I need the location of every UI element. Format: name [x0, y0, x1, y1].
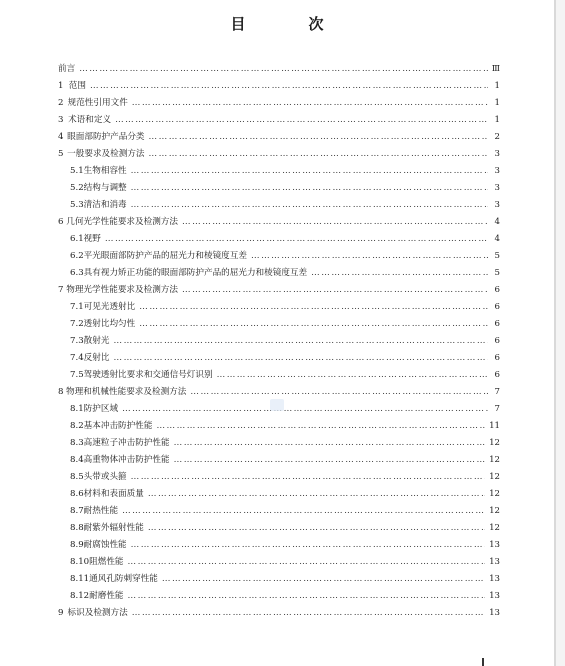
toc-leader-dots	[113, 350, 488, 367]
toc-entry-page: 5	[494, 268, 500, 278]
toc-entry-label: 规范性引用文件	[67, 98, 128, 108]
toc-entry-number: 1	[58, 81, 64, 91]
toc-leader-dots	[105, 231, 488, 248]
toc-entry-page: 13	[489, 540, 500, 550]
toc-entry-number: 8.12	[70, 591, 90, 601]
toc-entry[interactable]	[58, 299, 500, 316]
toc-entry-page: 3	[494, 183, 500, 193]
toc-entry[interactable]	[58, 469, 500, 486]
toc-leader-dots	[148, 486, 485, 503]
toc-leader-dots	[132, 605, 485, 622]
toc-entry-label: 高速粒子冲击防护性能	[83, 438, 170, 448]
toc-entry-label: 阻燃性能	[89, 557, 124, 567]
toc-entry-label: 眼面部防护产品分类	[67, 132, 145, 142]
watermark-mark	[270, 399, 284, 411]
toc-entry-page: 6	[494, 302, 500, 312]
toc-entry-page: 6	[494, 336, 500, 346]
toc-entry-page: 1	[494, 81, 500, 91]
toc-entry-number: 7.4	[70, 353, 84, 363]
toc-leader-dots	[128, 554, 486, 571]
toc-leader-dots	[122, 503, 485, 520]
toc-entry-page: 1	[494, 98, 500, 108]
toc-entry-label: 驾驶透射比要求和交通信号灯识别	[83, 370, 213, 380]
table-of-contents	[58, 61, 500, 622]
toc-leader-dots	[182, 282, 488, 299]
toc-entry-page: 6	[494, 370, 500, 380]
toc-entry-label: 平光眼面部防护产品的屈光力和棱镜度互差	[83, 251, 247, 261]
toc-entry-number: 6.1	[70, 234, 84, 244]
toc-leader-dots	[139, 316, 488, 333]
toc-entry[interactable]	[58, 503, 500, 520]
toc-entry-number: 8.6	[70, 489, 84, 499]
toc-leader-dots	[149, 146, 488, 163]
toc-entry[interactable]	[58, 146, 500, 163]
toc-entry[interactable]	[58, 554, 500, 571]
toc-leader-dots	[311, 265, 488, 282]
toc-entry[interactable]	[58, 214, 500, 231]
toc-entry-label: 耐紫外辐射性能	[83, 523, 144, 533]
toc-entry-number: 8.1	[70, 404, 84, 414]
toc-entry-number: 5.3	[70, 200, 84, 210]
toc-leader-dots	[115, 112, 488, 129]
toc-entry-label: 耐热性能	[83, 506, 119, 516]
toc-entry-page: 5	[494, 251, 500, 261]
toc-entry-label: 头带或头箍	[83, 472, 127, 482]
toc-entry-label: 清洁和消毒	[83, 200, 127, 210]
toc-entry[interactable]	[58, 95, 500, 112]
toc-entry-label: 术语和定义	[68, 115, 112, 125]
toc-entry-label: 基本冲击防护性能	[83, 421, 153, 431]
toc-entry-page: 12	[489, 523, 500, 533]
toc-entry-page: 12	[489, 489, 500, 499]
toc-entry-label: 前言	[58, 64, 76, 74]
toc-entry-number: 8.4	[70, 455, 84, 465]
toc-entry-label: 耐腐蚀性能	[83, 540, 127, 550]
toc-leader-dots	[132, 95, 488, 112]
toc-entry-number: 4	[58, 132, 64, 142]
toc-leader-dots	[128, 588, 486, 605]
toc-entry[interactable]	[58, 520, 500, 537]
toc-entry[interactable]	[58, 316, 500, 333]
toc-entry-page: 7	[494, 387, 500, 397]
toc-entry-number: 8.8	[70, 523, 84, 533]
toc-entry-page: 6	[494, 285, 500, 295]
toc-entry-page: 11	[489, 421, 500, 431]
toc-leader-dots	[131, 163, 488, 180]
toc-entry[interactable]	[58, 435, 500, 452]
toc-entry-page: 13	[489, 574, 500, 584]
toc-leader-dots	[162, 571, 485, 588]
toc-entry-number: 7.2	[70, 319, 84, 329]
toc-entry-label: 具有视力矫正功能的眼面部防护产品的屈光力和棱镜度互差	[83, 268, 308, 278]
toc-entry-page: 6	[494, 353, 500, 363]
toc-entry-label: 结构与调整	[83, 183, 127, 193]
toc-entry-label: 物理和机械性能要求及检测方法	[66, 387, 187, 397]
toc-entry[interactable]	[58, 248, 500, 265]
toc-entry[interactable]	[58, 333, 500, 350]
toc-entry-page: Ⅲ	[491, 64, 500, 74]
toc-entry-number: 6.3	[70, 268, 84, 278]
toc-entry-label: 标识及检测方法	[67, 608, 128, 618]
toc-leader-dots	[131, 180, 488, 197]
toc-entry-number: 8.7	[70, 506, 84, 516]
toc-entry-label: 几何光学性能要求及检测方法	[66, 217, 178, 227]
toc-entry[interactable]	[58, 231, 500, 248]
toc-entry-number: 5.1	[70, 166, 84, 176]
toc-entry-number: 3	[58, 115, 64, 125]
toc-entry-label: 反射比	[83, 353, 110, 363]
toc-entry-page: 3	[494, 200, 500, 210]
toc-entry-label: 耐磨性能	[89, 591, 124, 601]
toc-entry[interactable]	[58, 605, 500, 622]
toc-entry-page: 12	[489, 506, 500, 516]
toc-entry-page: 4	[494, 217, 500, 227]
toc-leader-dots	[174, 435, 485, 452]
toc-entry-label: 通风孔防刺穿性能	[89, 574, 158, 584]
toc-entry-page: 13	[489, 591, 500, 601]
toc-entry[interactable]	[58, 78, 500, 95]
toc-entry-page: 12	[489, 438, 500, 448]
toc-entry[interactable]	[58, 571, 500, 588]
toc-entry[interactable]	[58, 350, 500, 367]
toc-entry-number: 8.3	[70, 438, 84, 448]
toc-entry-label: 一般要求及检测方法	[67, 149, 145, 159]
toc-leader-dots	[182, 214, 488, 231]
toc-entry-page: 7	[494, 404, 500, 414]
toc-entry-label: 透射比均匀性	[83, 319, 136, 329]
toc-entry[interactable]	[58, 452, 500, 469]
toc-entry[interactable]	[58, 588, 500, 605]
toc-entry[interactable]	[58, 418, 500, 435]
toc-entry[interactable]	[58, 61, 500, 78]
toc-entry-page: 6	[494, 319, 500, 329]
toc-leader-dots	[90, 78, 488, 95]
toc-entry[interactable]	[58, 197, 500, 214]
toc-entry-page: 13	[489, 608, 500, 618]
toc-entry-page: 3	[494, 149, 500, 159]
toc-entry-number: 7.3	[70, 336, 84, 346]
toc-entry[interactable]	[58, 129, 500, 146]
toc-entry-number: 8.5	[70, 472, 84, 482]
toc-entry-label: 散射光	[83, 336, 110, 346]
toc-leader-dots	[113, 333, 488, 350]
toc-leader-dots	[148, 520, 485, 537]
toc-entry-page: 12	[489, 472, 500, 482]
toc-leader-dots	[251, 248, 488, 265]
toc-leader-dots	[190, 384, 488, 401]
toc-entry-label: 高重物体冲击防护性能	[83, 455, 170, 465]
toc-leader-dots	[149, 129, 488, 146]
toc-entry[interactable]	[58, 367, 500, 384]
toc-leader-dots	[139, 299, 488, 316]
toc-entry[interactable]	[58, 486, 500, 503]
toc-entry[interactable]	[58, 282, 500, 299]
toc-entry-number: 8.9	[70, 540, 84, 550]
toc-leader-dots	[131, 537, 485, 554]
toc-entry-label: 物理光学性能要求及检测方法	[66, 285, 178, 295]
toc-leader-dots	[156, 418, 485, 435]
toc-entry-number: 9	[58, 608, 64, 618]
toc-title: 目 次	[230, 15, 348, 33]
toc-entry-page: 3	[494, 166, 500, 176]
toc-leader-dots	[131, 469, 485, 486]
toc-entry-number: 7.5	[70, 370, 84, 380]
toc-entry-label: 防护区域	[83, 404, 119, 414]
page-margin	[556, 0, 565, 666]
toc-entry-number: 8.11	[70, 574, 90, 584]
toc-entry[interactable]	[58, 112, 500, 129]
toc-entry-page: 13	[489, 557, 500, 567]
page-footer-mark	[482, 658, 484, 666]
toc-entry-page: 1	[494, 115, 500, 125]
toc-entry-number: 8.2	[70, 421, 84, 431]
toc-entry-number: 2	[58, 98, 64, 108]
toc-entry-number: 8.10	[70, 557, 90, 567]
toc-entry-page: 4	[494, 234, 500, 244]
toc-entry-number: 6.2	[70, 251, 84, 261]
toc-leader-dots	[79, 61, 488, 78]
toc-entry-label: 可见光透射比	[83, 302, 136, 312]
toc-entry-number: 7.1	[70, 302, 84, 312]
toc-leader-dots	[217, 367, 488, 384]
toc-entry-number: 7	[58, 285, 64, 295]
toc-entry-page: 2	[494, 132, 500, 142]
toc-leader-dots	[174, 452, 485, 469]
toc-entry[interactable]	[58, 265, 500, 282]
toc-entry-page: 12	[489, 455, 500, 465]
toc-entry[interactable]	[58, 537, 500, 554]
toc-entry[interactable]	[58, 180, 500, 197]
toc-entry-number: 5	[58, 149, 64, 159]
toc-entry-number: 8	[58, 387, 64, 397]
toc-entry-number: 6	[58, 217, 64, 227]
toc-entry-label: 材料和表面质量	[83, 489, 144, 499]
toc-entry-label: 生物相容性	[83, 166, 127, 176]
toc-entry-label: 范围	[68, 81, 86, 91]
toc-leader-dots	[122, 401, 488, 418]
toc-leader-dots	[131, 197, 488, 214]
toc-entry-label: 视野	[83, 234, 101, 244]
toc-entry[interactable]	[58, 163, 500, 180]
toc-entry-number: 5.2	[70, 183, 84, 193]
